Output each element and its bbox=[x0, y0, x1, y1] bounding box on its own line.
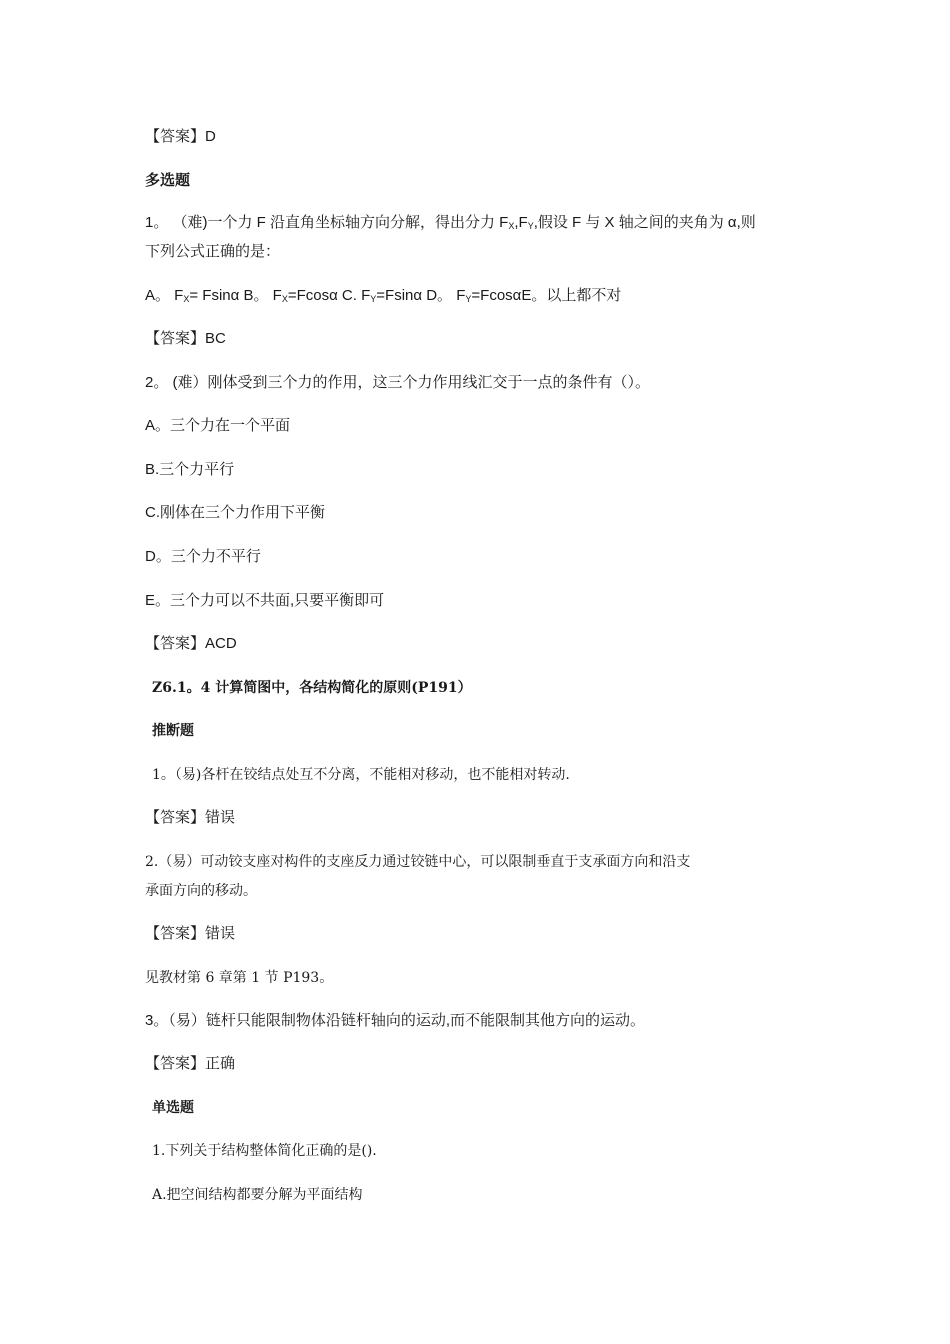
single-question-1-option-a: A.把空间结构都要分解为平面结构 bbox=[152, 1187, 363, 1203]
option-e-text: =FcosαE。以上都不对 bbox=[471, 287, 622, 304]
single-question-1: 1.下列关于结构整体简化正确的是(). bbox=[152, 1143, 377, 1159]
question-1-line-1 bbox=[145, 209, 825, 240]
q1-subscript-x: X bbox=[508, 221, 515, 231]
question-1-line-2: 下列公式正确的是： bbox=[145, 243, 281, 260]
answer-line: 【答案】正确 bbox=[145, 1055, 236, 1072]
answer-line: 【答案】ACD bbox=[145, 635, 237, 652]
section-heading-single-choice: 单选题 bbox=[152, 1100, 194, 1116]
question-2: 2。 (难）刚体受到三个力的作用，这三个力作用线汇交于一点的条件有（）。 bbox=[145, 374, 651, 391]
question-2-option-d: D。三个力不平行 bbox=[145, 548, 261, 565]
q1-subscript-y: Y bbox=[527, 221, 534, 231]
answer-line: 【答案】错误 bbox=[145, 809, 236, 826]
question-2-option-b: B.三个力平行 bbox=[145, 461, 235, 478]
q1-text-mid: ,F bbox=[514, 214, 528, 231]
question-2-option-c: C.刚体在三个力作用下平衡 bbox=[145, 504, 326, 521]
question-1-options bbox=[145, 282, 825, 313]
section-heading-judgement: 推断题 bbox=[152, 723, 194, 739]
option-d-subscript: Y bbox=[465, 294, 472, 304]
question-2-option-a: A。三个力在一个平面 bbox=[145, 417, 291, 434]
answer-line: 【答案】错误 bbox=[145, 925, 236, 942]
section-heading-z6: Z6.1。4 计算简图中，各结构简化的原则(P191） bbox=[152, 680, 472, 696]
q1-text-post: ,假设 F 与 X 轴之间的夹角为 α,则 bbox=[533, 214, 756, 231]
option-d-text: =Fsinα D。 F bbox=[376, 287, 466, 304]
question-2-option-e: E。三个力可以不共面,只要平衡即可 bbox=[145, 592, 385, 609]
option-c-text: =Fcosα C. F bbox=[287, 287, 371, 304]
option-b-subscript: X bbox=[281, 294, 288, 304]
option-b-text: = Fsinα B。 F bbox=[189, 287, 282, 304]
q1-text-pre: 1。 （难)一个力 F 沿直角坐标轴方向分解，得出分力 F bbox=[145, 214, 509, 231]
option-c-subscript: Y bbox=[370, 294, 377, 304]
judgement-question-3: 3。（易）链杆只能限制物体沿链杆轴向的运动,而不能限制其他方向的运动。 bbox=[145, 1012, 646, 1029]
judgement-question-1: 1。（易)各杆在铰结点处互不分离，不能相对移动，也不能相对转动. bbox=[152, 767, 570, 783]
textbook-reference: 见教材第 6 章第 1 节 P193。 bbox=[145, 970, 334, 986]
section-heading-multi-choice: 多选题 bbox=[145, 172, 191, 189]
option-a-text: A。 F bbox=[145, 287, 184, 304]
judgement-question-2-line-1: 2.（易）可动铰支座对构件的支座反力通过铰链中心，可以限制垂直于支承面方向和沿支 bbox=[145, 854, 691, 870]
answer-line: 【答案】D bbox=[145, 128, 216, 145]
judgement-question-2-line-2: 承面方向的移动。 bbox=[145, 883, 257, 899]
answer-line: 【答案】BC bbox=[145, 330, 226, 347]
option-a-subscript: X bbox=[183, 294, 190, 304]
